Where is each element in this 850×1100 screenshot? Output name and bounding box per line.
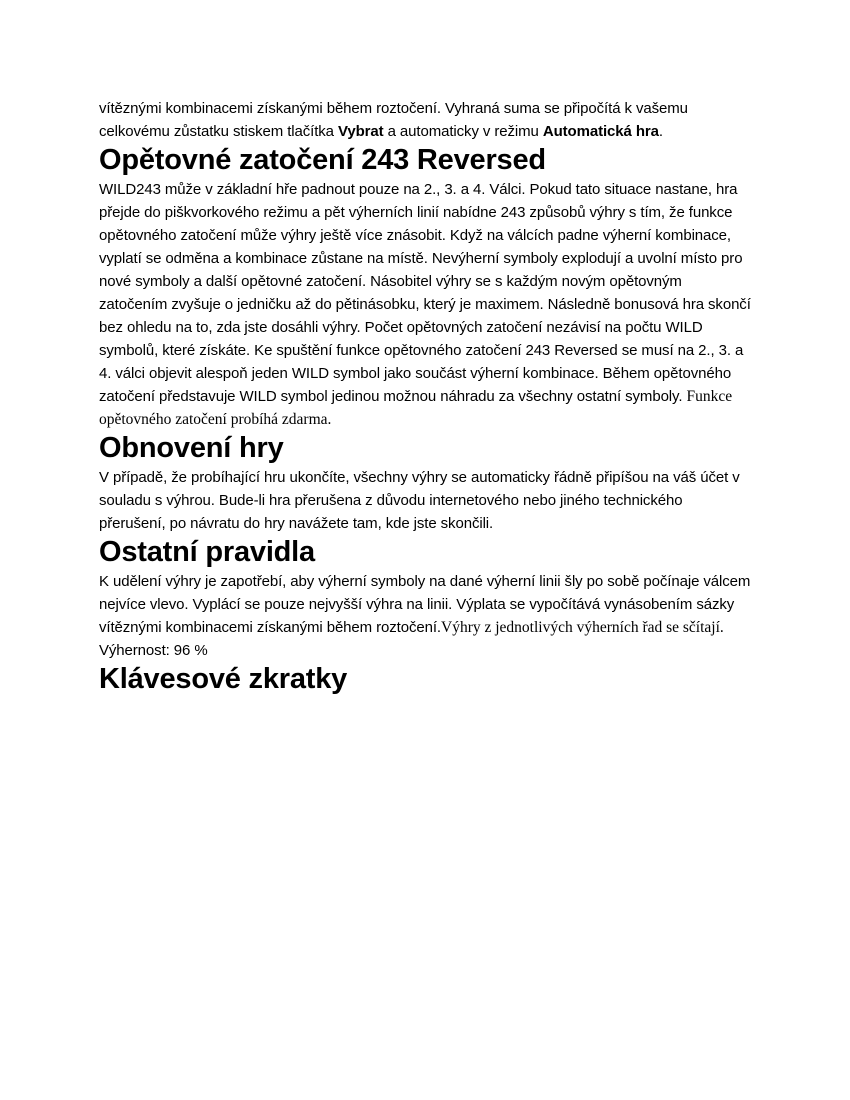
heading-other-rules: Ostatní pravidla <box>99 536 315 568</box>
resume-body: V případě, že probíhající hru ukončíte, všechny výhry se automaticky řádně připíšou na váš účet v souladu s výhrou. Bude-li hra přerušena z důvodu internetového nebo jiného technického přerušení, po návratu do hry navážete tam, kde jste skončili. <box>99 469 740 532</box>
intro-run-1: vítěznými kombinacemi získanými během roztočení. Vyhraná suma se připočítá k vašemu celkovému zůstatku stiskem tlačítka <box>99 100 688 140</box>
respin-paragraph <box>99 178 751 431</box>
rtp-line <box>99 639 751 662</box>
respin-body-serif: Funkce opětovného zatočení probíhá zdarma. <box>99 388 733 428</box>
other-rules-body-main: K udělení výhry je zapotřebí, aby výherní symboly na dané výherní linii šly po sobě počínaje válcem nejvíce vlevo. Vyplácí se pouze nejvyšší výhra na linii. Výplata se vypočítává vynásobením sázky vítěznými kombinacemi získanými během roztočení. <box>99 573 751 636</box>
vybrat-button-label-bold: Vybrat <box>338 123 384 140</box>
other-rules-paragraph <box>99 570 751 639</box>
resume-paragraph <box>99 466 751 535</box>
intro-paragraph <box>99 97 751 143</box>
intro-run-3: . <box>658 123 663 140</box>
other-rules-body-serif: Výhry z jednotlivých výherních řad se sčítají. <box>441 619 724 636</box>
rtp-value: Výhernost: 96 % <box>99 642 208 659</box>
heading-keyboard-shortcuts: Klávesové zkratky <box>99 663 348 695</box>
heading-respin-243-reversed: Opětovné zatočení 243 Reversed <box>99 144 546 176</box>
intro-run-2: a automaticky v režimu <box>383 123 543 140</box>
respin-body-main: WILD243 může v základní hře padnout pouze na 2., 3. a 4. Válci. Pokud tato situace nastane, hra přejde do piškvorkového režimu a pět výherních linií nabídne 243 způsobů výhry s tím, že funkce opětovného zatočení může výhry ještě více znásobit. Když na válcích padne výherní kombinace, vyplatí se odměna a kombinace zůstane na místě. Nevýherní symboly explodují a uvolní místo pro nové symboly a další opětovné zatočení. Násobitel výhry se s každým novým opětovným zatočením zvyšuje o jedničku až do pětinásobku, který je maximem. Následně bonusová hra skončí bez ohledu na to, zda jste dosáhli výhry. Počet opětovných zatočení nezávisí na počtu WILD symbolů, které získáte. Ke spuštění funkce opětovného zatočení 243 Reversed se musí na 2., 3. a 4. válci objevit alespoň jeden WILD symbol jako součást výherní kombinace. Během opětovného zatočení představuje WILD symbol jedinou možnou náhradu za všechny ostatní symboly. <box>99 181 751 405</box>
heading-game-resume: Obnovení hry <box>99 432 284 464</box>
automaticka-hra-bold: Automatická hra <box>542 123 659 140</box>
